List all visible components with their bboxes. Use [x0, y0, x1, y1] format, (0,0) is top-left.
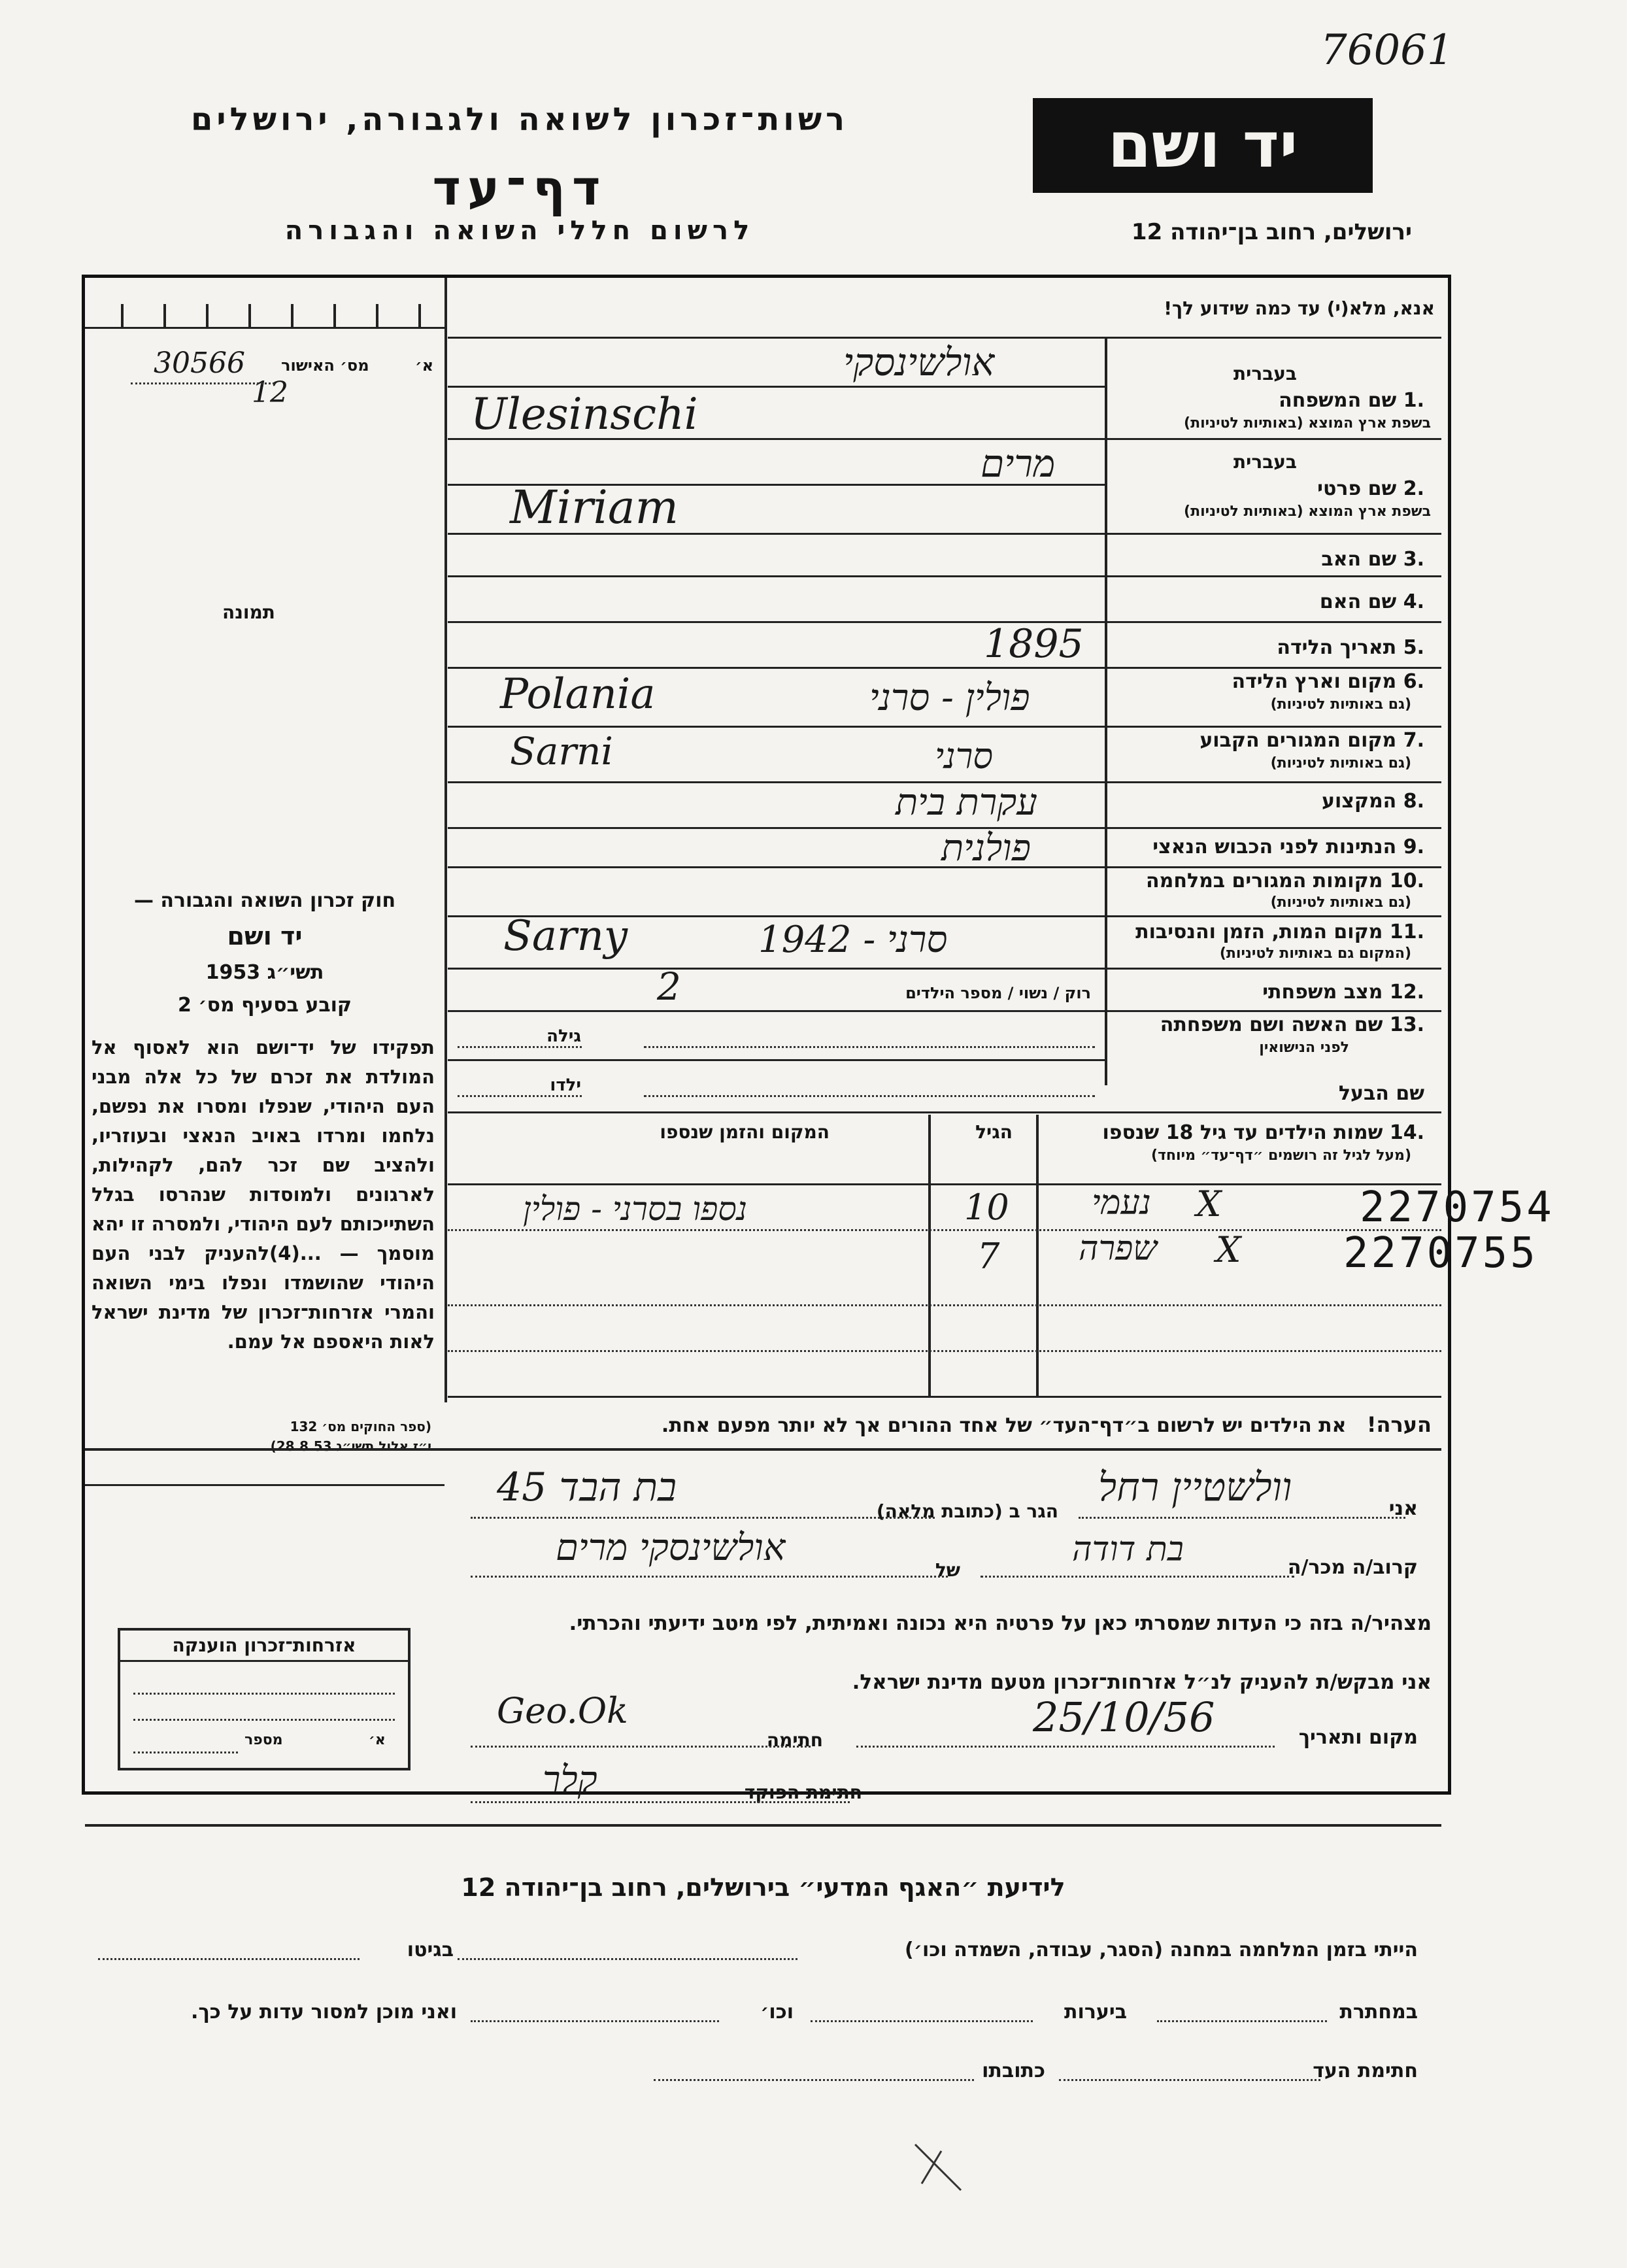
- footer-line2-b: ביערות: [1064, 2001, 1127, 2023]
- born-label: ילדו: [550, 1075, 581, 1095]
- honor-box-number: מספר: [244, 1732, 283, 1748]
- cert-number: 30566: [154, 347, 245, 380]
- yad-vashem-logo: [1033, 98, 1373, 193]
- declarant-address: בת הבד 45: [497, 1464, 677, 1510]
- logo-text: יד ושם: [1107, 109, 1298, 182]
- officer-signature: קלר: [543, 1759, 597, 1801]
- f1-hebrew-value: אולשינסקי: [843, 340, 995, 384]
- f2-hebrew-value: מרים: [981, 441, 1056, 486]
- footer-line2-a: במחתרת: [1339, 2001, 1418, 2023]
- col-place-header: המקום והזמן שנספו: [660, 1121, 830, 1143]
- child1-place: נספו בסרני - פולין: [523, 1190, 747, 1228]
- intro-text: אנא, מלא(י) עד כמה שידוע לך!: [1164, 297, 1435, 319]
- f11-sub: (המקום גם באותיות לטיניות): [1219, 945, 1411, 962]
- f7-hebrew-value: סרני: [935, 736, 993, 777]
- f13-sub: לפני הנישואין: [1259, 1040, 1349, 1056]
- cert-label: מס׳ האישור: [281, 356, 369, 375]
- officer-label: חתימת הפוקד: [744, 1782, 862, 1803]
- note-label: הערה!: [1366, 1412, 1432, 1437]
- child1-age: 10: [964, 1187, 1009, 1228]
- f1-label: .1 שם המשפחה: [1279, 389, 1424, 412]
- f5-label: .5 תאריך הלידה: [1277, 636, 1424, 659]
- law-clause: קובע בסעיף מס׳ 2: [177, 994, 352, 1017]
- child2-age: 7: [977, 1236, 1000, 1277]
- footer-line3-b: כתובתו: [982, 2059, 1045, 2082]
- footer-line3-a: חתימת העד: [1313, 2059, 1418, 2082]
- honor-box: [118, 1628, 411, 1770]
- age-label: גילה: [546, 1026, 581, 1046]
- footer-line2-c: וכו׳: [760, 2001, 794, 2023]
- child1-stamp: 2270754: [1360, 1183, 1554, 1232]
- law-source-date: י״ז אלול תשי״ג 28.8.53): [270, 1438, 431, 1454]
- f7-sub: (גם באותיות לטיניות): [1270, 755, 1411, 771]
- law-text: תפקידו של יד־ושם הוא לאסוף אל המולדת את זכרם של כל אלה מבני העם היהודי, שנפלו ומסרו את נפשם, נלחמו ומרדו באויב הנאצי ובעוזריו, ולהציב שם זכר להם, לקהילות, לארגונים ולמוסדות שנהרסו בגלל השתייכותם לעם היהודי, ולמסרה זו יהא מוסמך — ...(4)להעניק לבני העם היהודי שהושמדו ונפלו בימי השואה והמרי אזרחות־זכרון של מדינת ישראל לאות היאספם אל עמם.: [92, 1036, 435, 1353]
- f8-value: עקרת בית: [896, 781, 1037, 824]
- f7-label: .7 מקום המגורים הקבוע: [1199, 729, 1424, 752]
- declarant-name: וולשטיין רחל: [1098, 1464, 1292, 1510]
- institution-name: רשות־זכרון לשואה ולגבורה, ירושלים: [190, 101, 849, 138]
- label-column-divider: [1105, 337, 1107, 1085]
- child2-mark: X: [1216, 1229, 1241, 1270]
- f2-latin-value: Miriam: [510, 481, 679, 534]
- children-sub: (מעל לגיל זה רושמים ״דף־עד״ מיוחד): [1150, 1147, 1411, 1164]
- f5-value: 1895: [984, 621, 1084, 667]
- header-address: ירושלים, רחוב בן־יהודה 12: [1131, 219, 1412, 245]
- f10-sub: (גם באותיות לטיניות): [1270, 894, 1411, 911]
- note: [458, 1412, 1432, 1437]
- child2-name: שפרה: [1079, 1229, 1158, 1268]
- note-text: את הילדים יש לרשום ב״דף־העד״ של אחד ההורים אך לא יותר מפעם אחת.: [661, 1414, 1347, 1437]
- resides-label: הגר ב (כתובת מלאה): [876, 1500, 1058, 1522]
- f6-hebrew-value: פולין - סרני: [869, 677, 1030, 719]
- f13-label: .13 שם האשה ושם משפחתה: [1160, 1013, 1424, 1036]
- f4-label: .4 שם האם: [1319, 590, 1424, 613]
- f2-in-hebrew: בעברית: [1233, 451, 1297, 473]
- f12-label: .12 מצב משפחתי: [1262, 981, 1424, 1004]
- f1-in-hebrew: בעברית: [1233, 363, 1297, 384]
- f12-hint: רוק / נשוי / מספר הילדים: [905, 984, 1091, 1002]
- law-year: תשי״ג 1953: [205, 961, 324, 984]
- relation-label: קרוב/ה מכר/ה: [1287, 1556, 1418, 1579]
- footer-line1-end: בגיטו: [407, 1938, 454, 1961]
- f8-label: .8 המקצוע: [1321, 790, 1424, 813]
- left-column-divider: [444, 278, 447, 1402]
- relation-value: בת דודה: [1072, 1530, 1184, 1569]
- f2-label: .2 שם פרטי: [1317, 477, 1424, 500]
- f7-latin-value: Sarni: [510, 729, 613, 773]
- tick-boxes: [85, 278, 444, 329]
- f6-sub: (גם באותיות לטיניות): [1270, 696, 1411, 713]
- honor-box-title: אזרחות־זכרון הוענקה: [120, 1634, 408, 1662]
- request-text: אני מבקש/ת להעניק לנ״ל אזרחות־זכרון מטעם מדינת ישראל.: [852, 1670, 1432, 1694]
- form-title: דף־עד: [432, 160, 607, 216]
- declarant-i-label: אני: [1388, 1497, 1418, 1520]
- footer-line2-end: ואני מוכן למסור עדות על כך.: [191, 2001, 457, 2023]
- f3-label: .3 שם האב: [1321, 548, 1424, 571]
- place-date-label: מקום ותאריך: [1298, 1726, 1418, 1749]
- scan-mark: [902, 2138, 981, 2197]
- photo-label: תמונה: [222, 601, 275, 623]
- law-name: יד ושם: [227, 922, 303, 951]
- f12-value: 2: [657, 964, 681, 1009]
- f10-label: .10 מקומות המגורים במלחמה: [1146, 870, 1424, 892]
- date-value: 25/10/56: [1033, 1693, 1215, 1741]
- law-source: (ספר החוקים מס׳ 132: [290, 1419, 431, 1434]
- husband-label: שם הבעל: [1338, 1082, 1424, 1105]
- children-label: .14 שמות הילדים עד גיל 18 שנספו: [1102, 1121, 1424, 1144]
- f2-sub: בשפת ארץ המוצא (באותיות לטיניות): [1184, 503, 1431, 520]
- f9-value: פולנית: [941, 827, 1031, 870]
- child1-name: נעמי: [1092, 1183, 1151, 1223]
- f11-label: .11 מקום המות, הזמן והנסיבות: [1135, 921, 1424, 943]
- col-age-header: הגיל: [975, 1121, 1013, 1143]
- footer-title: לידיעת ״האגף המדעי״ בירושלים, רחוב בן־יהודה 12: [461, 1873, 1065, 1902]
- child2-stamp: 2270755: [1343, 1229, 1538, 1278]
- form-subtitle: לרשום חללי השואה והגבורה: [284, 216, 755, 246]
- f6-latin-value: Polania: [500, 670, 656, 719]
- law-heading: חוק זכרון השואה והגבורה —: [133, 889, 396, 912]
- f9-label: .9 הנתינות לפני הכבוש הנאצי: [1152, 836, 1424, 858]
- child1-mark: X: [1196, 1183, 1222, 1225]
- cert-prefix: א׳: [415, 356, 434, 375]
- of-value: אולשינסקי מרים: [556, 1527, 786, 1569]
- honor-box-prefix: א׳: [369, 1732, 386, 1748]
- archive-number: 76061: [1320, 26, 1454, 75]
- f11-latin-value: Sarny: [503, 912, 628, 960]
- f1-sub: בשפת ארץ המוצא (באותיות לטיניות): [1184, 415, 1431, 432]
- of-label: של: [935, 1559, 960, 1581]
- signature-value: Geo.Ok: [497, 1690, 628, 1731]
- cert-number-tail: 12: [252, 376, 288, 409]
- f11-hebrew-value: סרני - 1942: [758, 919, 948, 961]
- footer-line1: הייתי בזמן המלחמה במחנה (הסגר, עבודה, השמדה וכו׳): [905, 1938, 1418, 1961]
- f1-latin-value: Ulesinschi: [471, 389, 698, 439]
- signature-label: חתימה: [766, 1729, 823, 1751]
- declare-text: מצהיר/ה בזה כי העדות שמסרתי כאן על פרטיה היא נכונה ואמיתית, לפי מיטב ידיעתי והכרתי.: [569, 1612, 1432, 1635]
- f6-label: .6 מקום וארץ הלידה: [1232, 670, 1424, 693]
